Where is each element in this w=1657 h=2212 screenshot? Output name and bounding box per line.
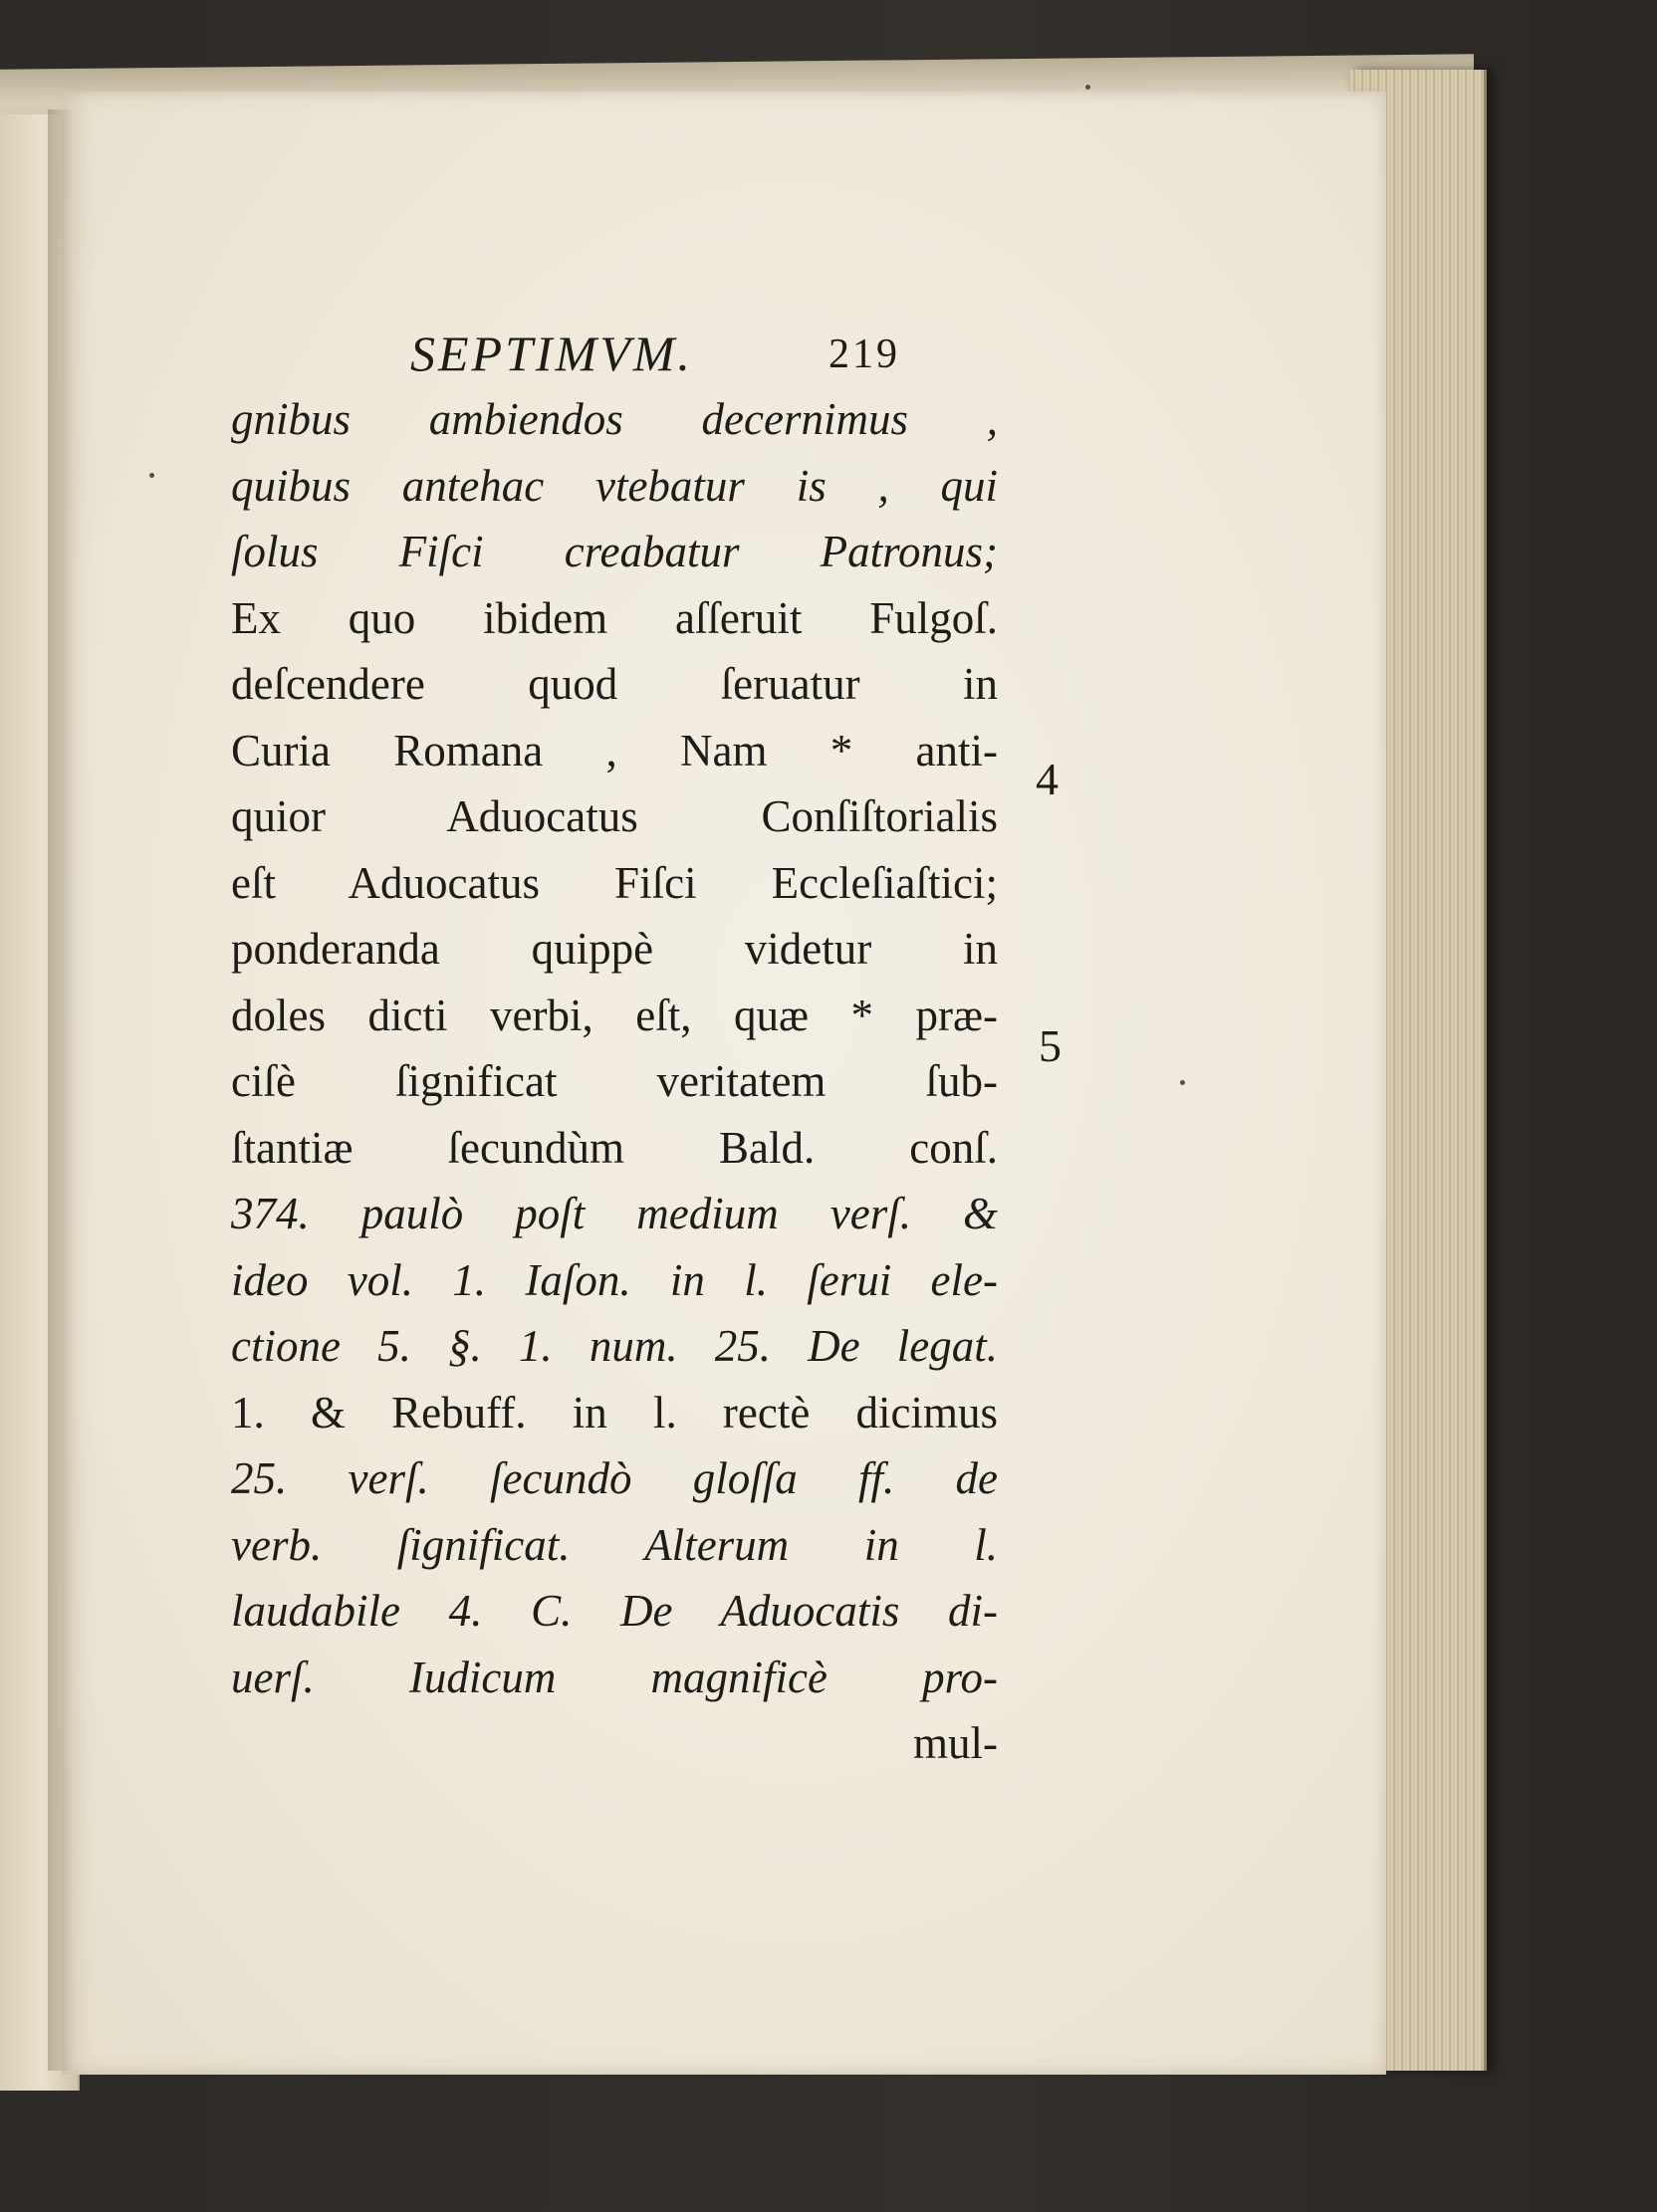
text-line: gnibus ambiendos decernimus , — [231, 394, 998, 444]
text-line: quior Aduocatus Conſiſtorialis — [231, 791, 998, 841]
text-line: ponderanda quippè videtur in — [231, 924, 998, 974]
paper-speck — [1085, 85, 1090, 90]
text-line: quibus antehac vtebatur is , qui — [231, 460, 998, 511]
text-line: eſt Aduocatus Fiſci Eccleſiaſtici; — [231, 857, 998, 908]
text-line: 374. paulò poſt medium verſ. & — [231, 1189, 998, 1238]
text-line: Ex quo ibidem aſſeruit Fulgoſ. — [231, 592, 998, 643]
margin-note-5: 5 — [1039, 1020, 1062, 1071]
text-line: uerſ. Iudicum magnificè pro- — [231, 1652, 998, 1702]
text-line: ctione 5. §. 1. num. 25. De legat. — [231, 1321, 998, 1371]
catchword: mul- — [913, 1718, 998, 1768]
running-head — [231, 325, 998, 386]
text-line: ſolus Fiſci creabatur Patronus; — [231, 527, 998, 576]
page-text-block — [231, 325, 998, 1777]
text-line: ideo vol. 1. Iaſon. in l. ſerui ele- — [231, 1254, 998, 1305]
text-line: verb. ſignificat. Alterum in l. — [231, 1519, 998, 1570]
paper-speck — [149, 473, 154, 478]
text-line: 1. & Rebuff. in l. rectè dicimus — [231, 1387, 998, 1438]
text-line: deſcendere quod ſeruatur in — [231, 659, 998, 709]
gutter-shadow — [48, 110, 74, 2071]
text-line: ſtantiæ ſecundùm Bald. conſ. — [231, 1122, 998, 1173]
text-line: ciſè ſignificat veritatem ſub- — [231, 1056, 998, 1106]
text-line: laudabile 4. C. De Aduocatis di- — [231, 1586, 998, 1636]
paper-speck — [1180, 1080, 1185, 1085]
text-line: Curia Romana , Nam * anti- — [231, 725, 998, 775]
text-line: 25. verſ. ſecundò gloſſa ff. de — [231, 1453, 998, 1503]
margin-note-4: 4 — [1036, 754, 1059, 804]
text-line: doles dicti verbi, eſt, quæ * præ- — [231, 990, 998, 1040]
page-number: 219 — [828, 332, 900, 377]
running-head-title: SEPTIMVM. — [410, 326, 693, 381]
